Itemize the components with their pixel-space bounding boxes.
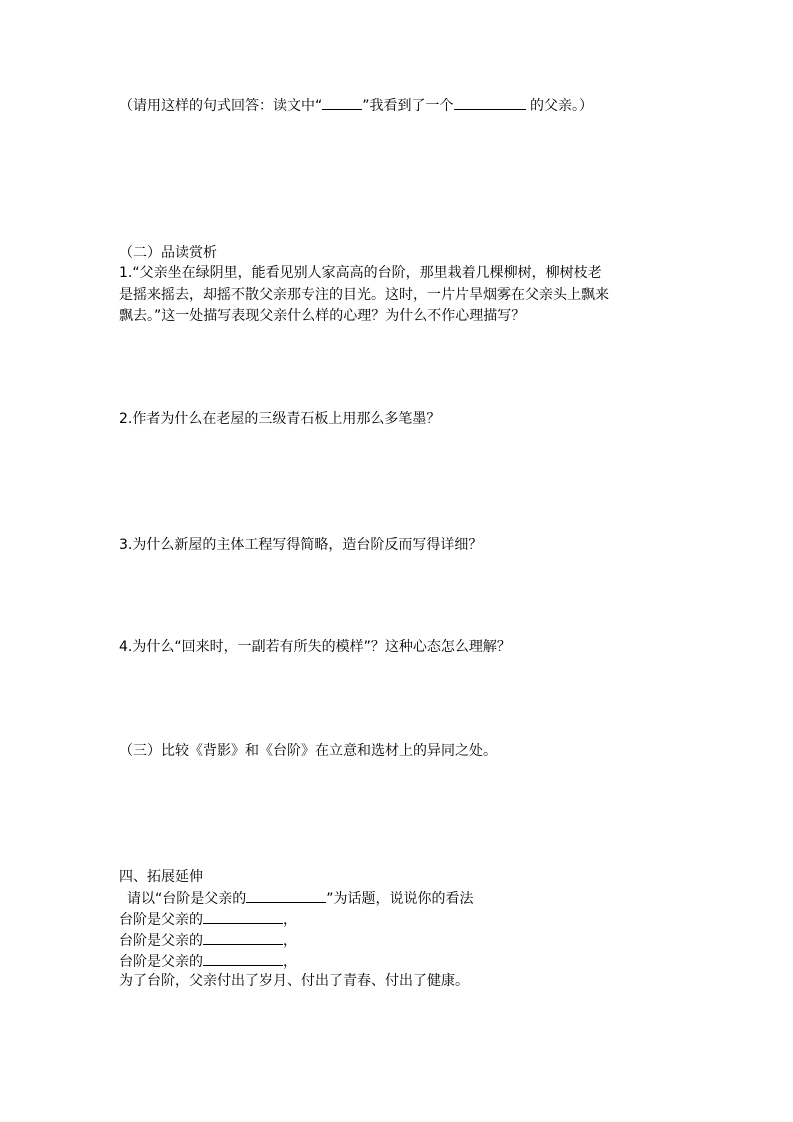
instruction-middle: ”我看到了一个 (362, 98, 454, 114)
question-1-line-2: 是摇来摇去，却摇不散父亲那专注的目光。这时，一片片旱烟雾在父亲头上飘来 (119, 287, 609, 303)
description-blank[interactable] (454, 95, 526, 110)
question-1-line-1: 1.“父亲坐在绿阴里，能看见别人家高高的台阶，那里栽着几棵柳树，柳树枝老 (119, 265, 602, 281)
answer-line-3 (119, 951, 297, 971)
answer-blank-1[interactable] (203, 909, 283, 924)
answer-line-2 (119, 930, 297, 950)
question-3: 3.为什么新屋的主体工程写得简略，造台阶反而写得详细？ (119, 537, 483, 553)
prompt-suffix: ”为话题，说说你的看法 (326, 891, 474, 907)
topic-blank[interactable] (246, 888, 326, 903)
question-1-line-3: 飘去。”这一处描写表现父亲什么样的心理？为什么不作心理描写？ (119, 308, 526, 324)
answer-suffix: ， (283, 954, 297, 970)
closing-sentence: 为了台阶，父亲付出了岁月、付出了青春、付出了健康。 (119, 973, 469, 989)
answer-prefix: 台阶是父亲的 (119, 954, 203, 970)
section3-heading: （三）比较《背影》和《台阶》在立意和选材上的异同之处。 (119, 743, 497, 759)
answer-line-1 (119, 909, 297, 929)
instruction-prefix: （请用这样的句式回答：读文中“ (119, 98, 323, 114)
answer-suffix: ， (283, 912, 297, 928)
answer-blank-3[interactable] (203, 951, 283, 966)
instruction-line (119, 95, 593, 115)
section2-heading: （二）品读赏析 (119, 245, 217, 261)
section4-heading: 四、拓展延伸 (119, 869, 203, 885)
answer-suffix: ， (283, 933, 297, 949)
answer-blank-2[interactable] (203, 930, 283, 945)
instruction-suffix: 的父亲。） (525, 98, 593, 114)
answer-prefix: 台阶是父亲的 (119, 933, 203, 949)
prompt-prefix: 请以“台阶是父亲的 (127, 891, 247, 907)
question-2: 2.作者为什么在老屋的三级青石板上用那么多笔墨？ (119, 411, 441, 427)
quote-blank[interactable] (322, 95, 362, 110)
section4-prompt (127, 888, 474, 908)
answer-prefix: 台阶是父亲的 (119, 912, 203, 928)
question-4: 4.为什么“回来时，一副若有所失的模样”？这种心态怎么理解？ (119, 639, 511, 655)
